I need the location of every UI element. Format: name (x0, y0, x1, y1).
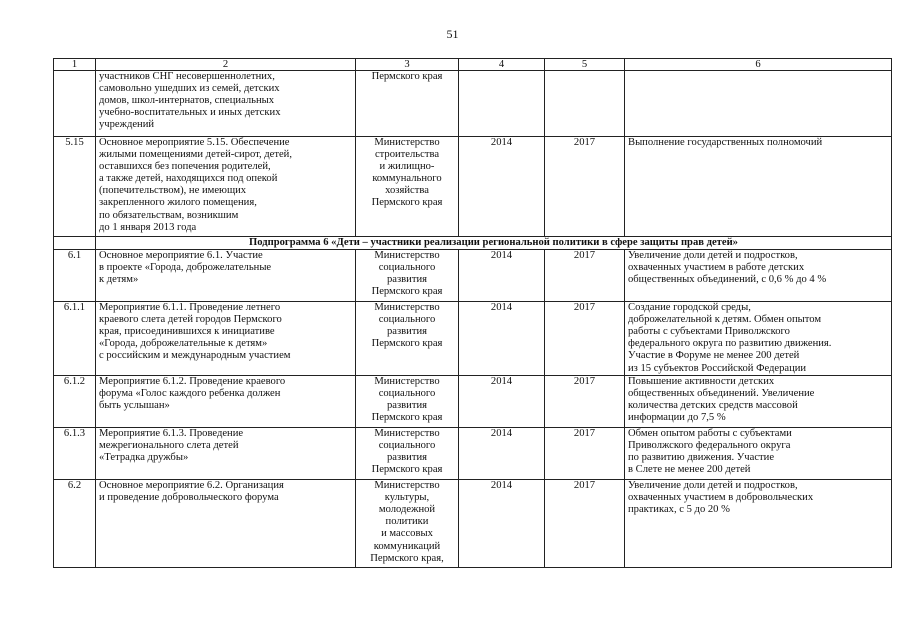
row-number: 6.1 (54, 250, 96, 302)
column-number: 1 (54, 59, 96, 71)
row-number (54, 71, 96, 137)
section-spacer (54, 237, 96, 250)
end-year: 2017 (545, 250, 625, 302)
expected-result: Выполнение государственных полномочий (625, 137, 892, 237)
start-year: 2014 (459, 250, 545, 302)
start-year: 2014 (459, 428, 545, 480)
column-number: 6 (625, 59, 892, 71)
start-year: 2014 (459, 137, 545, 237)
row-number: 6.1.1 (54, 302, 96, 376)
page-number: 51 (446, 27, 459, 41)
end-year: 2017 (545, 480, 625, 568)
expected-result: Создание городской среды, доброжелательной к детям. Обмен опытом работы с субъектами Приволжского федерального округа по развитию движения. Участие в Форуме не менее 200 детей из 15 субъектов Российской Федерации (625, 302, 892, 376)
start-year (459, 71, 545, 137)
table-row (54, 250, 892, 302)
expected-result: Повышение активности детских общественных объединений. Увеличение количества детских средств массовой информации до 7,5 % (625, 376, 892, 428)
end-year: 2017 (545, 428, 625, 480)
executor: Министерство социального развития Пермского края (356, 428, 459, 480)
expected-result: Увеличение доли детей и подростков, охваченных участием в работе детских общественных объединений, с 0,6 % до 4 % (625, 250, 892, 302)
measure-name: Мероприятие 6.1.2. Проведение краевого форума «Голос каждого ребенка должен быть услышан» (96, 376, 356, 428)
expected-result: Обмен опытом работы с субъектами Приволжского федерального округа по развитию движения. Участие в Слете не менее 200 детей (625, 428, 892, 480)
column-number-row (54, 59, 892, 71)
subprogram-title: Подпрограмма 6 «Дети – участники реализации региональной политики в сфере защиты прав детей» (96, 237, 892, 250)
executor: Министерство культуры, молодежной политики и массовых коммуникаций Пермского края, (356, 480, 459, 568)
column-number: 4 (459, 59, 545, 71)
row-number: 6.1.2 (54, 376, 96, 428)
table-row (54, 376, 892, 428)
table-row (54, 302, 892, 376)
row-number: 5.15 (54, 137, 96, 237)
measure-name: Мероприятие 6.1.1. Проведение летнего краевого слета детей городов Пермского края, присоединившихся к инициативе «Города, доброжелательные к детям» с российским и международным участием (96, 302, 356, 376)
column-number: 2 (96, 59, 356, 71)
subprogram-heading-row (54, 237, 892, 250)
executor: Министерство социального развития Пермского края (356, 250, 459, 302)
executor: Министерство строительства и жилищно- коммунального хозяйства Пермского края (356, 137, 459, 237)
row-number: 6.1.3 (54, 428, 96, 480)
measure-name: Мероприятие 6.1.3. Проведение межрегионального слета детей «Тетрадка дружбы» (96, 428, 356, 480)
executor: Пермского края (356, 71, 459, 137)
measure-name: Основное мероприятие 5.15. Обеспечение жилыми помещениями детей-сирот, детей, оставшихся без попечения родителей, а также детей, находящихся под опекой (попечительством), не имеющих закрепленного жилого помещения, по обязательствам, возникшим до 1 января 2013 года (96, 137, 356, 237)
measure-name: участников СНГ несовершеннолетних, самовольно ушедших из семей, детских домов, школ-интернатов, специальных учебно-воспитательных и иных детских учреждений (96, 71, 356, 137)
start-year: 2014 (459, 376, 545, 428)
column-number: 3 (356, 59, 459, 71)
column-number: 5 (545, 59, 625, 71)
end-year (545, 71, 625, 137)
table-row (54, 137, 892, 237)
start-year: 2014 (459, 480, 545, 568)
measure-name: Основное мероприятие 6.1. Участие в проекте «Города, доброжелательные к детям» (96, 250, 356, 302)
table-row (54, 428, 892, 480)
expected-result (625, 71, 892, 137)
end-year: 2017 (545, 376, 625, 428)
row-number: 6.2 (54, 480, 96, 568)
table-row (54, 71, 892, 137)
table-row (54, 480, 892, 568)
end-year: 2017 (545, 302, 625, 376)
expected-result: Увеличение доли детей и подростков, охваченных участием в добровольческих практиках, с 5 до 20 % (625, 480, 892, 568)
start-year: 2014 (459, 302, 545, 376)
measure-name: Основное мероприятие 6.2. Организация и проведение добровольческого форума (96, 480, 356, 568)
executor: Министерство социального развития Пермского края (356, 376, 459, 428)
end-year: 2017 (545, 137, 625, 237)
measures-table (53, 58, 892, 568)
executor: Министерство социального развития Пермского края (356, 302, 459, 376)
